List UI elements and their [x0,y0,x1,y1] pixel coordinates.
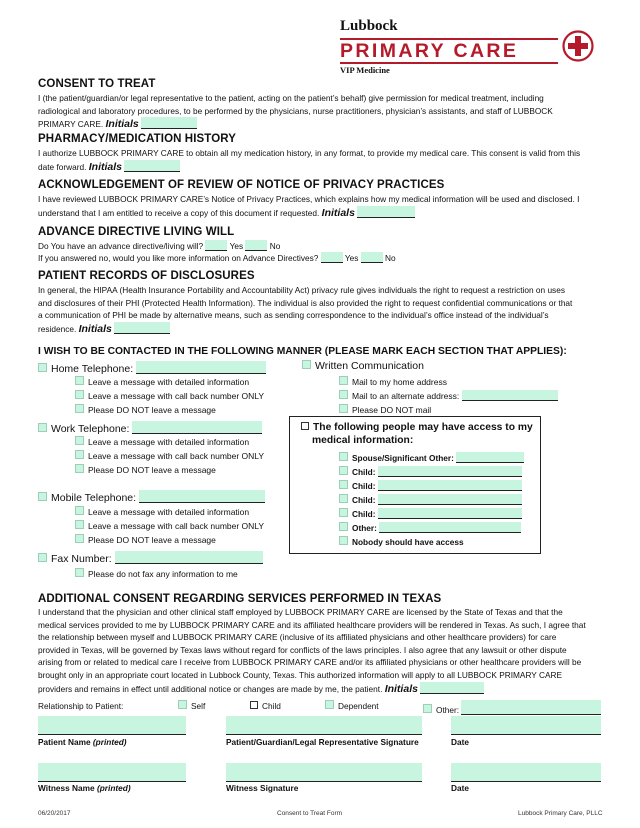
mail-alt-checkbox[interactable] [339,390,348,399]
consent-line-last [38,117,608,131]
witness-name-field[interactable] [38,763,186,782]
access-row [339,465,524,479]
work-detailed-checkbox[interactable] [75,436,84,445]
advance-q1: Do You have an advance directive/living will? [38,241,204,251]
records-line: residence. [38,323,77,334]
privacy-line: I have reviewed LUBBOCK PRIMARY CARE’s Notice of Privacy Practices, which explains how my medical information will be used and disclosed. I [38,194,580,204]
additional-line: brought only in an appropriate court located in Lubbock County, Texas. This authorized information will apply to all LUBBOCK PRIMARY CARE [38,669,563,680]
patient-name-label [38,737,127,747]
advance-no-label: No [269,241,281,251]
child4-field[interactable] [378,508,522,519]
work-telephone-row [38,421,262,435]
advance-q1-no-field[interactable] [245,240,267,251]
advance-yes-label: Yes [229,241,244,251]
mobile-options [75,505,264,547]
option-row [75,533,264,547]
fax-label: Fax Number: [51,553,112,565]
logo-sub-text: VIP Medicine [340,65,390,75]
nobody-checkbox[interactable] [339,536,348,545]
access-label: Child: [352,495,376,505]
option-label: Please DO NOT leave a message [88,465,216,475]
option-row [75,389,264,403]
child3-field[interactable] [378,494,522,505]
home-donot-checkbox[interactable] [75,404,84,413]
written-options [339,375,558,417]
fax-row [38,551,263,565]
relationship-child [250,700,281,713]
consent-body [38,92,608,131]
additional-line: provided in Texas, will be governed by Texas laws without regard for conflicts of the laws principles. I also agree that any lawsuit or other dispute [38,644,567,655]
mail-donot-checkbox[interactable] [339,404,348,413]
other-checkbox[interactable] [423,704,432,713]
advance-q2-row [38,252,608,265]
witness-name-label [38,783,131,793]
self-checkbox[interactable] [178,700,187,709]
access-label: Child: [352,481,376,491]
pharmacy-initials-field[interactable] [124,160,180,172]
work-telephone-label: Work Telephone: [51,423,130,435]
fax-field[interactable] [115,551,263,564]
child-checkbox[interactable] [250,701,258,709]
initials-label: Initials [105,118,139,131]
additional-body [38,606,613,695]
initials-label: Initials [321,206,355,219]
spouse-field[interactable] [456,452,524,463]
access-list [339,451,524,549]
option-label: Leave a message with call back number ONLY [88,451,265,461]
relationship-label: Relationship to Patient: [38,701,124,711]
work-donot-checkbox[interactable] [75,464,84,473]
mail-home-checkbox[interactable] [339,376,348,385]
privacy-body [38,193,608,219]
option-label: Mail to my home address [352,377,447,387]
date-label-1: Date [451,737,469,747]
patient-name-field[interactable] [38,716,186,735]
home-callback-checkbox[interactable] [75,390,84,399]
mobile-callback-checkbox[interactable] [75,520,84,529]
consent-initials-field[interactable] [141,117,197,129]
home-telephone-row [38,361,266,375]
access-checkbox[interactable] [301,422,309,430]
records-body [38,284,613,335]
option-label: Leave a message with call back number ONLY [88,521,265,531]
child2-checkbox[interactable] [339,480,348,489]
option-row [339,389,558,403]
additional-line: arising from or related to medical care I receive from LUBBOCK PRIMARY CARE and/or its affiliated physicians or other healthcare providers will be [38,657,582,668]
pharmacy-line: I authorize LUBBOCK PRIMARY CARE to obtain all my medication history, in any format, to provide my medical care. This consent is valid from this [38,148,581,158]
representative-signature-field[interactable] [226,716,422,735]
witness-signature-label: Witness Signature [226,783,299,793]
home-telephone-checkbox[interactable] [38,363,47,372]
access-title-line2: medical information: [312,435,414,446]
work-callback-checkbox[interactable] [75,450,84,459]
representative-signature-label: Patient/Guardian/Legal Representative Signature [226,737,419,747]
additional-initials-field[interactable] [420,682,484,694]
privacy-title: ACKNOWLEDGEMENT OF REVIEW OF NOTICE OF PRIVACY PRACTICES [38,179,445,191]
contact-title: I WISH TO BE CONTACTED IN THE FOLLOWING MANNER (PLEASE MARK EACH SECTION THAT APPLIES): [38,346,567,357]
pharmacy-line: date forward. [38,161,87,172]
records-line: and disclosures of their PHI (Protected Health Information). The individual is also provided the right to request confidential communications or that [38,297,573,308]
child2-field[interactable] [378,480,522,491]
mobile-telephone-field[interactable] [139,490,265,503]
fax-checkbox[interactable] [38,553,47,562]
date-field-2[interactable] [451,763,601,782]
option-label: Please DO NOT leave a message [88,405,216,415]
child1-checkbox[interactable] [339,466,348,475]
child3-checkbox[interactable] [339,494,348,503]
child1-field[interactable] [378,466,522,477]
dependent-checkbox[interactable] [325,700,334,709]
advance-q2-yes-field[interactable] [321,252,343,263]
child-label: Child [262,701,281,711]
logo-bar-bottom [340,62,558,64]
mobile-telephone-row [38,490,265,504]
footer-date: 06/20/2017 [38,810,71,817]
printed-text: (printed) [96,783,131,793]
date-label-2: Date [451,783,469,793]
additional-title: ADDITIONAL CONSENT REGARDING SERVICES PERFORMED IN TEXAS [38,593,442,605]
mobile-donot-checkbox[interactable] [75,534,84,543]
access-row [339,507,524,521]
written-label: Written Communication [315,360,424,372]
option-row [75,505,264,519]
advance-q1-row [38,240,608,253]
privacy-line-last [38,206,608,220]
access-label: Child: [352,509,376,519]
home-detailed-checkbox[interactable] [75,376,84,385]
other-access-field[interactable] [379,522,521,533]
consent-line: PRIMARY CARE. [38,119,104,130]
access-title-line1 [301,421,533,434]
work-telephone-field[interactable] [132,421,262,434]
advance-yes-label: Yes [344,253,359,263]
patient-name-text: Patient Name [38,737,91,747]
home-telephone-field[interactable] [136,361,266,374]
advance-q1-yes-field[interactable] [205,240,227,251]
records-initials-field[interactable] [114,322,170,334]
option-label: Leave a message with detailed information [88,437,250,447]
advance-title: ADVANCE DIRECTIVE LIVING WILL [38,226,235,238]
privacy-line: understand that I am entitled to receive a copy of this document if requested. [38,207,320,218]
access-label: Spouse/Significant Other: [352,453,454,463]
initials-label: Initials [88,160,123,173]
relationship-dependent [325,700,379,713]
records-line: a communication of PHI be made by alternative means, such as sending correspondence to the individual’s office instead of the individual’s [38,310,549,321]
written-row [302,360,424,372]
pharmacy-title: PHARMACY/MEDICATION HISTORY [38,133,236,145]
dependent-label: Dependent [338,701,379,711]
medical-cross-icon [562,30,594,62]
self-label: Self [191,701,206,711]
additional-line: I understand that the physician and other clinical staff employed by LUBBOCK PRIMARY CARE are licensed by the State of Texas and that the [38,607,563,617]
spouse-checkbox[interactable] [339,452,348,461]
option-label: Please DO NOT leave a message [88,535,216,545]
footer-company: Lubbock Primary Care, PLLC [518,810,603,817]
date-field-1[interactable] [451,716,601,735]
other-label: Other: [436,705,460,715]
fax-options [75,567,238,581]
records-line-last [38,322,613,336]
footer-form: Consent to Treat Form [277,810,343,817]
access-label: Child: [352,467,376,477]
advance-no-label: No [385,253,396,263]
access-row [339,479,524,493]
advance-q2: If you answered no, would you like more information on Advance Directives? [38,253,319,263]
witness-name-text: Witness Name [38,783,95,793]
mobile-telephone-checkbox[interactable] [38,492,47,501]
option-row [75,463,264,477]
access-row [339,493,524,507]
access-row [339,535,524,549]
additional-line: medical services provided to me by LUBBOCK PRIMARY CARE and its affiliated healthcare providers will be rendered in Texas. As such, I agree that [38,619,586,630]
relationship-other-field[interactable] [461,700,601,715]
pharmacy-body [38,147,608,173]
access-label: Nobody should have access [352,537,464,547]
consent-line: radiological and laboratory procedures, to be performed by the physicians, nurse practitioners, physician’s assistants, and staff of LUBBOCK [38,105,553,116]
other-access-checkbox[interactable] [339,522,348,531]
access-title [301,421,533,447]
mail-alt-field[interactable] [462,390,558,401]
consent-title: CONSENT TO TREAT [38,78,156,90]
option-label: Leave a message with detailed information [88,507,250,517]
initials-label: Initials [78,322,112,335]
privacy-initials-field[interactable] [357,206,415,218]
access-row [339,451,524,465]
logo [336,18,596,78]
option-row [75,519,264,533]
printed-text: (printed) [92,737,127,747]
records-line: In general, the HIPAA (Health Insurance Portability and Accountability Act) privacy rule gives individuals the right to request a restriction on uses [38,285,565,295]
option-label: Please DO NOT mail [352,405,432,415]
home-telephone-label: Home Telephone: [51,363,134,375]
fax-donot-checkbox[interactable] [75,568,84,577]
relationship-other [423,700,601,717]
additional-line-last [38,682,613,696]
pharmacy-line-last [38,160,608,174]
option-label: Mail to an alternate address: [352,391,460,401]
advance-q2-no-field[interactable] [361,252,383,263]
mobile-detailed-checkbox[interactable] [75,506,84,515]
initials-label: Initials [384,682,418,695]
relationship-self [178,700,205,713]
access-label: Other: [352,523,377,533]
home-options [75,375,264,417]
option-row [339,375,558,389]
witness-signature-field[interactable] [226,763,422,782]
option-label: Leave a message with detailed information [88,377,250,387]
records-title: PATIENT RECORDS OF DISCLOSURES [38,270,255,282]
option-row [75,403,264,417]
access-title-text: The following people may have access to my [313,422,533,433]
additional-line: the relationship between myself and LUBBOCK PRIMARY CARE (inclusive of its affiliated physicians and other healthcare providers) for care [38,632,557,643]
logo-main-text: PRIMARY CARE [340,40,519,62]
written-checkbox[interactable] [302,360,311,369]
child4-checkbox[interactable] [339,508,348,517]
access-box [289,416,541,554]
option-label: Please do not fax any information to me [88,569,238,579]
work-options [75,435,264,477]
option-row [339,403,558,417]
option-row [75,375,264,389]
access-row [339,521,524,535]
option-row [75,435,264,449]
additional-line: providers and remains in effect until additional notice or changes are made by me, the patient. [38,683,383,694]
option-row [75,449,264,463]
work-telephone-checkbox[interactable] [38,423,47,432]
consent-line: I (the patient/guardian/or legal representative to the patient, acting on the patient’s behalf) give permission for medical treatment, including [38,93,544,103]
option-label: Leave a message with call back number ONLY [88,391,265,401]
mobile-telephone-label: Mobile Telephone: [51,492,137,504]
option-row [75,567,238,581]
logo-top-text: Lubbock [340,18,398,34]
